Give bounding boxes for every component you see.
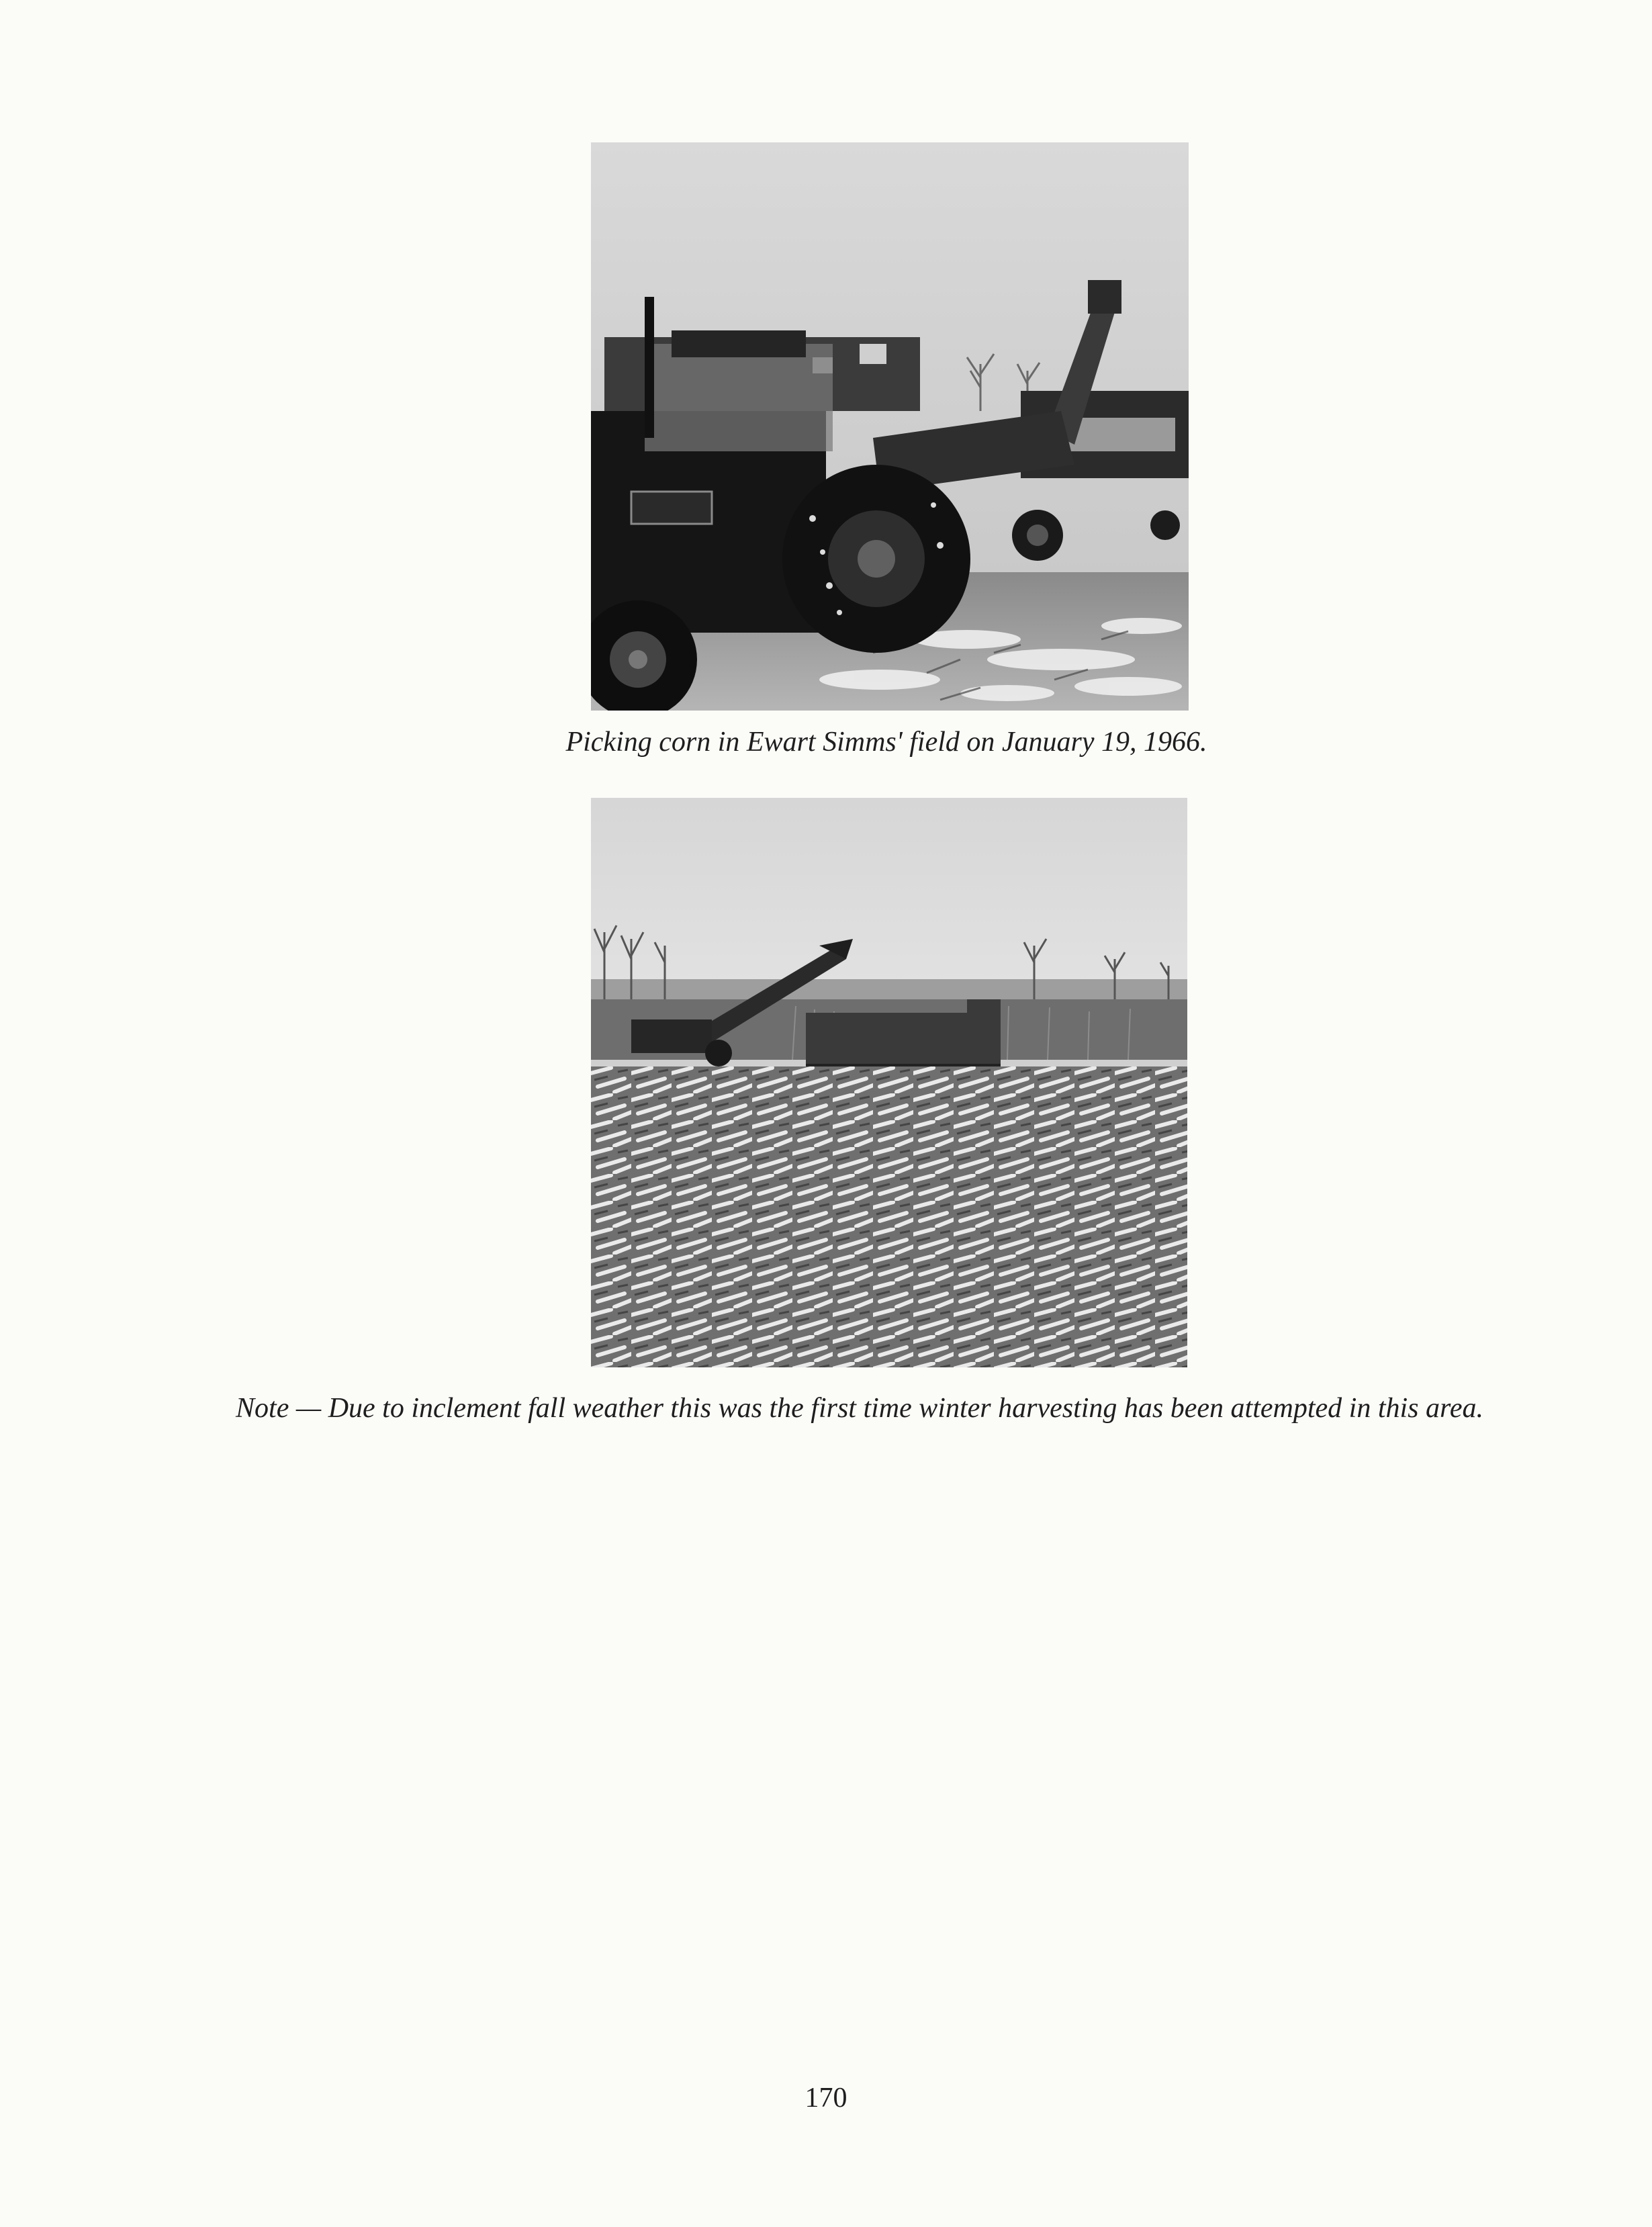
- tractor-photo-image: [591, 142, 1189, 711]
- figure-caption-1: Picking corn in Ewart Simms' field on January 19, 1966.: [565, 727, 1207, 758]
- photo-tractor-picking-corn: [591, 142, 1189, 711]
- photo-snowy-cornfield: [591, 798, 1187, 1367]
- figure-caption-2-note: Note — Due to inclement fall weather this was the first time winter harvesting has been attempted in this area.: [236, 1393, 1483, 1424]
- page-number: 170: [805, 2083, 847, 2114]
- cornfield-photo-image: [591, 798, 1187, 1367]
